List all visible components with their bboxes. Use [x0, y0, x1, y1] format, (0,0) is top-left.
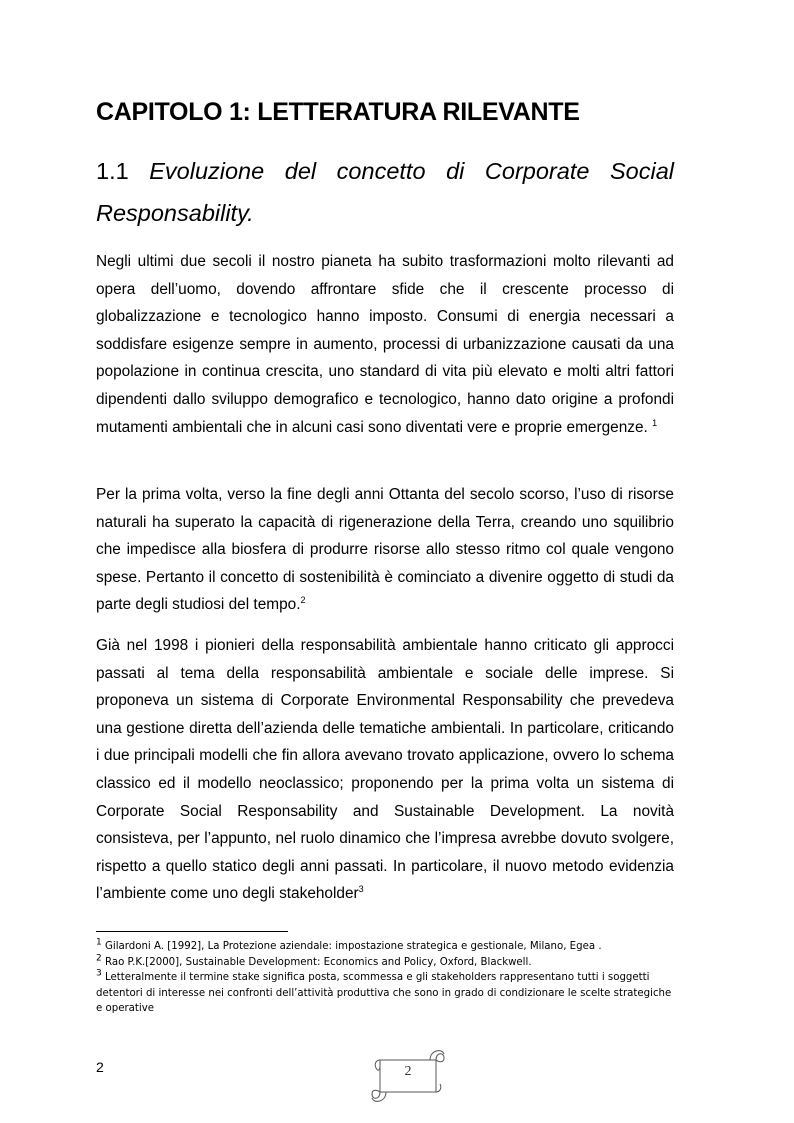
ornament-page-number: 2	[404, 1064, 412, 1079]
footnote	[96, 970, 674, 1017]
section-number: 1.1	[96, 158, 129, 184]
footnote-ref: 1	[652, 417, 658, 428]
footnote-number: 2	[96, 953, 102, 964]
footnotes	[96, 939, 674, 1017]
section-heading	[96, 150, 674, 234]
footnote-text: Letteralmente il termine stake significa posta, scommessa e gli stakeholders rappresentano tutti i soggetti detentori di interesse nei confronti dell’attività produttiva che sono in grado di condizionare le scelte strategiche e operative	[96, 972, 672, 1014]
paragraph	[96, 481, 674, 619]
paragraph	[96, 248, 674, 441]
footnote	[96, 939, 674, 955]
footnote-ref: 3	[358, 884, 364, 895]
paragraph-text: Già nel 1998 i pionieri della responsabilità ambientale hanno criticato gli approcci passati al tema della responsabilità ambientale e sociale delle imprese. Si proponeva un sistema di Corporate Environmental Responsability che prevedeva una gestione diretta dell’azienda delle tematiche ambientali. In particolare, criticando i due principali modelli che fin allora avevano trovato applicazione, ovvero lo schema classico ed il modello neoclassico; proponendo per la prima volta un sistema di Corporate Social Responsability and Sustainable Development. La novità consisteva, per l’appunto, nel ruolo dinamico che l’impresa avrebbe dovuto svolgere, rispetto a quello statico degli anni passati. In particolare, il nuovo metodo evidenzia l’ambiente come uno degli stakeholder	[96, 637, 674, 903]
chapter-title: CAPITOLO 1: LETTERATURA RILEVANTE	[96, 98, 580, 126]
page-number: 2	[96, 1059, 104, 1075]
footnote-text: Gilardoni A. [1992], La Protezione aziendale: impostazione strategica e gestionale, Milano, Egea .	[101, 941, 602, 952]
footnote	[96, 955, 674, 971]
paragraph	[96, 632, 674, 908]
paragraph-text: Per la prima volta, verso la fine degli anni Ottanta del secolo scorso, l’uso di risorse naturali ha superato la capacità di rigenerazione della Terra, creando uno squilibrio che impedisce alla biosfera di produrre risorse allo stesso ritmo col quale vengono spese. Pertanto il concetto di sostenibilità è cominciato a divenire oggetto di studi da parte degli studiosi del tempo.	[96, 486, 674, 614]
footnote-number: 1	[96, 937, 102, 948]
footnote-ref: 2	[300, 595, 306, 606]
footnote-text: Rao P.K.[2000], Sustainable Development: Economics and Policy, Oxford, Blackwell.	[101, 956, 532, 968]
footnote-separator	[96, 931, 288, 932]
page-ornament	[370, 1046, 446, 1102]
section-title: Evoluzione del concetto di Corporate Social Responsability.	[96, 158, 674, 226]
paragraph-text: Negli ultimi due secoli il nostro pianeta ha subito trasformazioni molto rilevanti ad opera dell’uomo, dovendo affrontare sfide che il crescente processo di globalizzazione e tecnologico hanno imposto. Consumi di energia necessari a soddisfare esigenze sempre in aumento, processi di urbanizzazione causati da una popolazione in continua crescita, uno standard di vita più elevato e molti altri fattori dipendenti dallo sviluppo demografico e tecnologico, hanno dato origine a profondi mutamenti ambientali che in alcuni casi sono diventati vere e proprie emergenze.	[96, 253, 674, 436]
footnote-number: 3	[96, 968, 102, 979]
